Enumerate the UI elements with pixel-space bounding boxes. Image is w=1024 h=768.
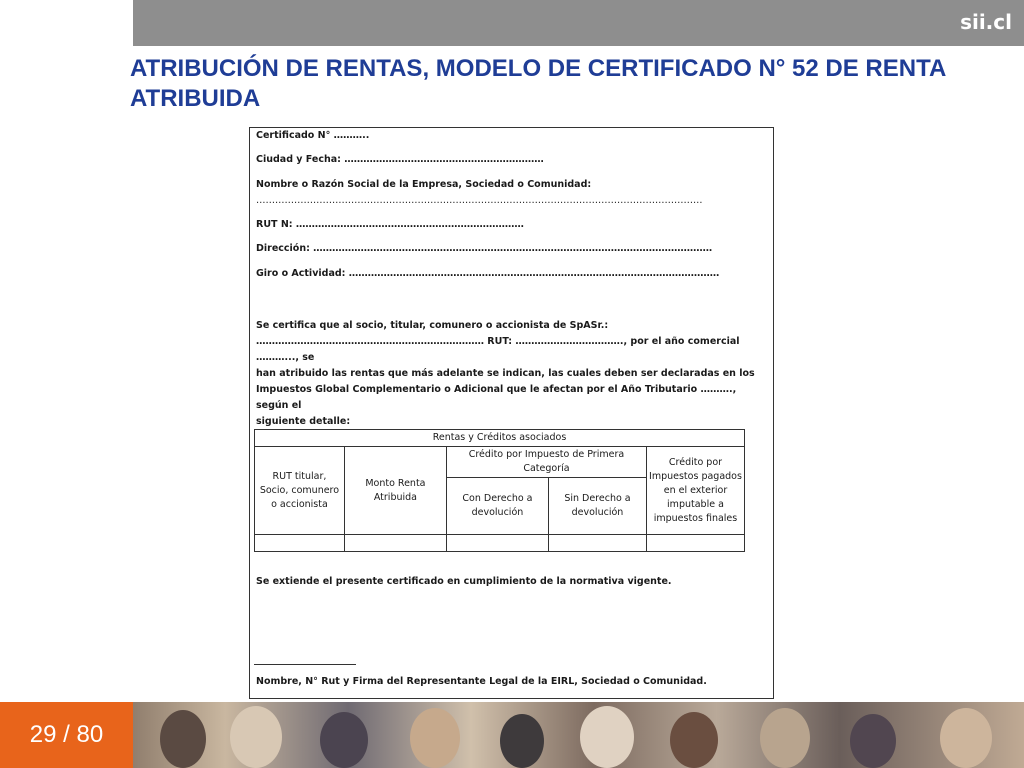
sub-sin-derecho-header: Sin Derecho a devolución: [548, 478, 646, 535]
crowd-shape: [500, 714, 544, 768]
signature-label: Nombre, N° Rut y Firma del Representante Legal de la EIRL, Sociedad o Comunidad.: [256, 676, 707, 687]
table-group-header: Rentas y Créditos asociados: [255, 430, 745, 447]
empty-cell: [255, 535, 345, 552]
empty-cell: [548, 535, 646, 552]
cert-company-name-line: Nombre o Razón Social de la Empresa, Sociedad o Comunidad:: [256, 179, 592, 190]
crowd-shape: [580, 706, 634, 768]
certificate-form: [249, 127, 774, 699]
cert-paragraph-line: han atribuido las rentas que más adelante se indican, las cuales deben ser declaradas en los: [256, 368, 755, 379]
crowd-shape: [670, 712, 718, 768]
col-credito-primera-header: Crédito por Impuesto de Primera Categoría: [446, 447, 646, 478]
crowd-shape: [230, 706, 282, 768]
footer-photo-strip: [0, 702, 1024, 768]
cert-paragraph: [256, 318, 768, 430]
crowd-shape: [320, 712, 368, 768]
cert-paragraph-line: Se certifica que al socio, titular, comunero o accionista de SpASr.:: [256, 320, 609, 331]
cert-dotted-line: ……………………………………………………………………………………………………………………………: [256, 195, 703, 206]
cert-number-line: Certificado N° ………..: [256, 130, 370, 141]
signature-line: [254, 664, 356, 665]
crowd-shape: [410, 708, 460, 768]
empty-cell: [344, 535, 446, 552]
crowd-shape: [850, 714, 896, 768]
cert-paragraph-line: Impuestos Global Complementario o Adicional que le afectan por el Año Tributario ………., según el: [256, 384, 737, 411]
slide-title: ATRIBUCIÓN DE RENTAS, MODELO DE CERTIFICADO N° 52 DE RENTA ATRIBUIDA: [130, 55, 946, 112]
header-bar: [133, 0, 1024, 46]
cert-address-line: Dirección: ………………………………………………………………………………………………………………: [256, 243, 713, 254]
cert-rut-line: RUT N: ………………………………………………………………: [256, 219, 524, 230]
cert-city-date-line: Ciudad y Fecha: ………………………………………………………: [256, 154, 544, 165]
page-indicator: 29 / 80: [0, 702, 133, 768]
col-rut-header: RUT titular, Socio, comunero o accionista: [255, 447, 345, 535]
crowd-shape: [760, 708, 810, 768]
crowd-shape: [940, 708, 992, 768]
col-monto-header: Monto Renta Atribuida: [344, 447, 446, 535]
empty-cell: [446, 535, 548, 552]
cert-paragraph-line: siguiente detalle:: [256, 416, 351, 427]
cert-paragraph-line: ……………………………………………………………… RUT: ……………………………., por el año comercial ………..., se: [256, 336, 740, 363]
cert-activity-line: Giro o Actividad: ………………………………………………………………………………………………………: [256, 268, 720, 279]
table-row: [255, 535, 745, 552]
empty-cell: [646, 535, 744, 552]
crowd-shape: [160, 710, 206, 768]
rentas-table: [254, 429, 745, 552]
cert-footer-text: Se extiende el presente certificado en cumplimiento de la normativa vigente.: [256, 576, 672, 587]
sii-logo[interactable]: sii.cl: [960, 10, 1012, 34]
col-credito-exterior-header: Crédito por Impuestos pagados en el exterior imputable a impuestos finales: [646, 447, 744, 535]
sub-con-derecho-header: Con Derecho a devolución: [446, 478, 548, 535]
